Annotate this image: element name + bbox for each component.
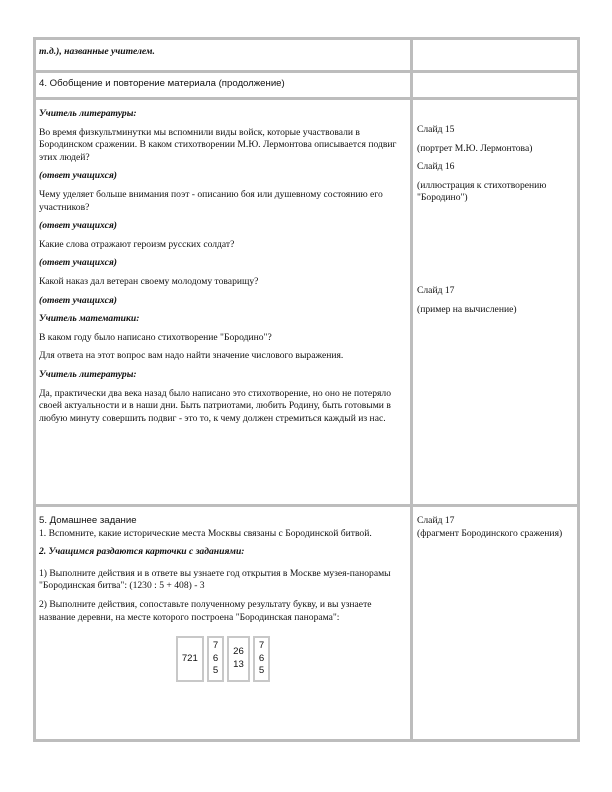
table-row-continuation [36,40,577,73]
lesson-italic-text: (ответ учащихся) [39,170,117,182]
puzzle-value: 5 [212,665,219,677]
puzzle-value: 7 [258,640,265,652]
lesson-italic-text: (ответ учащихся) [39,294,117,306]
puzzle-cell [253,636,270,682]
lesson-italic-text: (ответ учащихся) [39,220,117,232]
slide-16-label: Слайд 16 [417,161,455,173]
section4-cell [36,73,413,97]
table-row-lesson [36,100,577,507]
lesson-italic-text: (ответ учащихся) [39,257,117,269]
lesson-paragraph: Какие слова отражают героизм русских солдат? [39,238,235,250]
table-row-homework [36,507,577,739]
homework-item-2: 2. Учащимся раздаются карточки с заданиями: [39,546,245,558]
lesson-plan-table [33,37,580,742]
puzzle-value: 26 [233,646,244,658]
puzzle-value: 6 [258,652,265,664]
continuation-text: т.д.), названные учителем. [39,46,155,57]
lesson-italic-text: Учитель литературы: [39,368,137,380]
homework-task-1: 1) Выполните действия и в ответе вы узнаете год открытия в Москве музея-панорамы "Бородинская битва": (1230 : 5 + 408) - 3 [39,567,391,592]
homework-slide-desc: (фрагмент Бородинского сражения) [417,527,563,539]
section4-title: 4. Обобщение и повторение материала (продолжение) [39,78,285,89]
puzzle-value: 7 [212,640,219,652]
lesson-italic-text: Учитель математики: [39,313,140,325]
lesson-paragraph: В каком году было написано стихотворение "Бородино"? [39,331,272,343]
puzzle-cell [227,636,250,682]
lesson-italic-text: Учитель литературы: [39,108,137,119]
empty-slide-cell [413,40,577,70]
homework-title: 5. Домашнее задание [39,515,137,526]
puzzle-value: 6 [212,652,219,664]
lesson-content-cell [36,100,413,504]
slide-15-label: Слайд 15 [417,124,455,135]
lesson-paragraph: Да, практически два века назад было написано это стихотворение, но оно не потеряло своей актуальности и в наши дни. Быть патриотами, любить Родину, быть готовыми в любую минуту совершить подвиг - это то, к чему должен стремиться каждый из нас. [39,387,391,424]
table-row-section4 [36,73,577,100]
lesson-slides-cell [413,100,577,504]
slide-17-desc: (пример на вычисление) [417,303,517,315]
puzzle-cell [176,636,204,682]
slide-17-label: Слайд 17 [417,284,455,296]
continuation-cell [36,40,413,70]
puzzle-cell [207,636,224,682]
homework-task-2: 2) Выполните действия, сопоставьте полученному результату букву, и вы узнаете название деревни, на месте которого построена "Бородинская панорама": [39,598,372,623]
puzzle-value: 13 [233,659,244,671]
lesson-paragraph: Чему уделяет больше внимания поэт - описанию боя или душевному состоянию его участников? [39,188,383,213]
puzzle-card [39,636,407,682]
lesson-paragraph: Какой наказ дал ветеран своему молодому товарищу? [39,275,259,287]
slide-16-desc: (иллюстрация к стихотворению "Бородино") [417,179,547,204]
homework-item-1: 1. Вспомните, какие исторические места Москвы связаны с Бородинской битвой. [39,527,372,539]
lesson-paragraph: Для ответа на этот вопрос вам надо найти значение числового выражения. [39,350,344,362]
slide-15-desc: (портрет М.Ю. Лермонтова) [417,142,533,154]
homework-cell [36,507,413,739]
homework-slide-label: Слайд 17 [417,515,455,526]
empty-slide-cell-2 [413,73,577,97]
puzzle-value: 5 [258,665,265,677]
puzzle-value: 721 [181,652,198,664]
homework-slide-cell [413,507,577,739]
lesson-paragraph: Во время физкультминутки мы вспомнили виды войск, которые участвовали в Бородинском сражении. В каком стихотворении М.Ю. Лермонтова описывается подвиг этих людей? [39,126,397,163]
